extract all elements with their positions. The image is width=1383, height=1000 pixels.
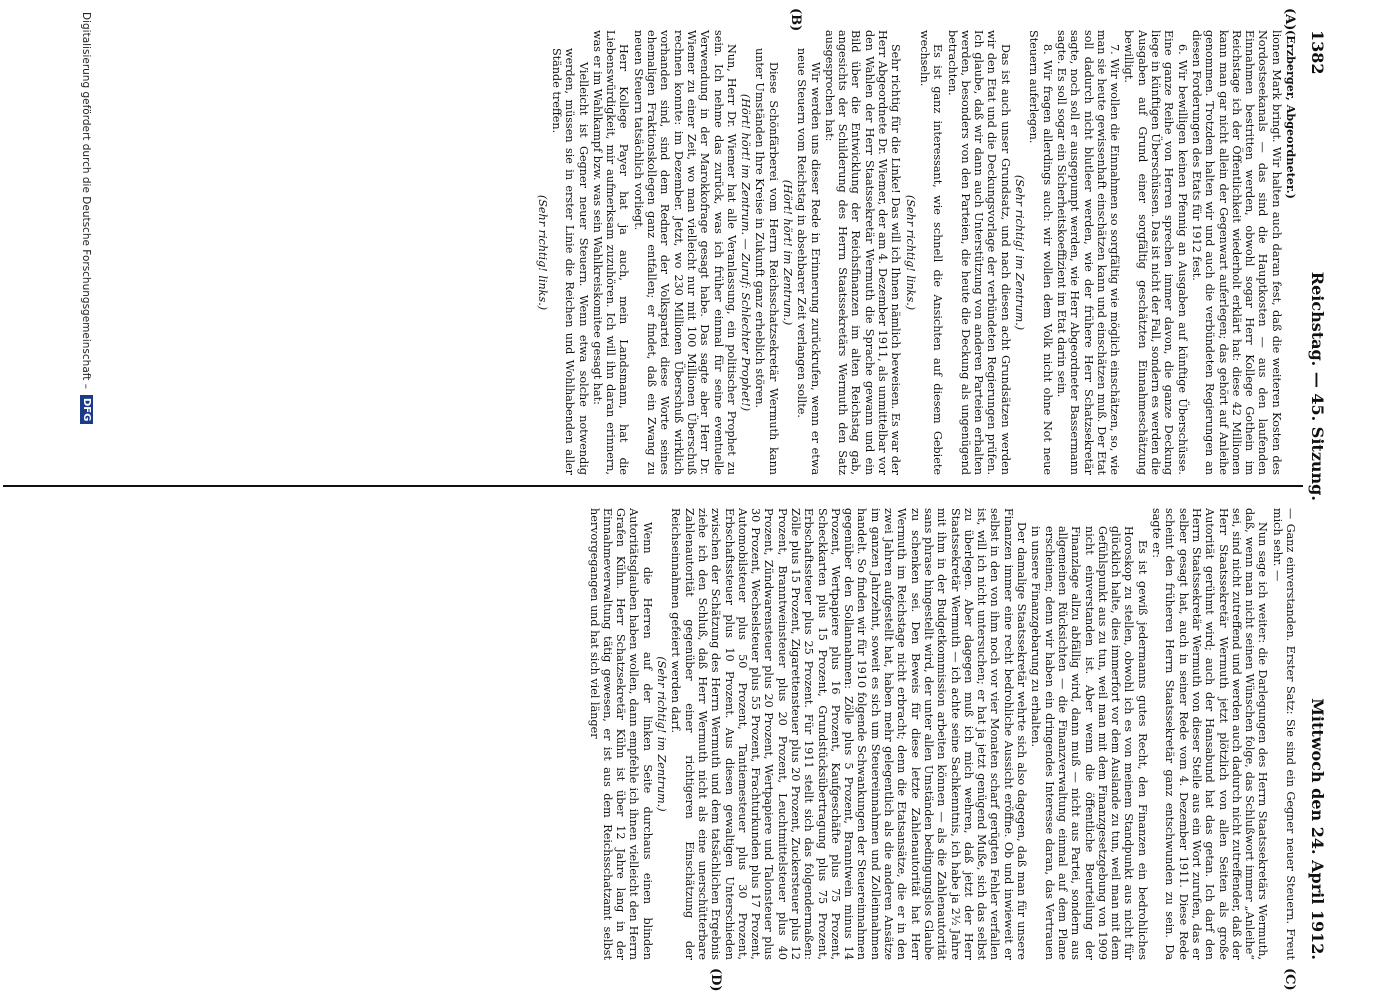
margin-mark-b: (B) — [788, 8, 803, 32]
quotation: Wir werden uns dieser Rede in Erinnerung zurückrufen, wenn er etwa neue Steuern vom Reichstag in absehbarer Zeit verlangen sollte. — [795, 48, 822, 475]
quotation: Vielleicht ist Gegner neuer Steuern. Wenn etwa solche notwendig werden, müssen sie in erster Linie die Reichen und Wohlhabenden aller Stände treffen. — [549, 48, 590, 475]
digitization-footer — [80, 12, 93, 992]
header-title: Reichstag. — 45. Sitzung. — [1308, 271, 1328, 501]
speaker-attribution: (Erzberger, Abgeordneter.) — [1284, 30, 1298, 199]
quotation: Es ist gewiß jedermanns gutes Recht, den Finanzen ein bedrohliches Horoskop zu stellen, obwohl ich es von meinem Standpunkt aus nicht für glücklich halte, dies immerfort vor dem Auslande zu tun, weil man mit dem Gefühlspunkt aus zu tun, weil man mit dem Finanzgesetzgebung von 1909 nicht einverstanden ist. Aber wenn die öffentliche Beurteilung der Finanzlage allzu abfällig wird, dann muß — nicht aus Partei, sondern aus allgemeinen Rücksichten — die Finanzverwaltung einmal auf dem Plane erscheinen; denn wir haben ein dringendes Interesse daran, das Vertrauen in unsere Finanzgebarung zu erhalten. — [1029, 526, 1149, 960]
paragraph: Herr Kollege Payer hat ja auch, mein Landsmann, hat die Liebenswürdigkeit, mir aufmerksam zuzuhören. Ich will ihn daran erinnern, was er im Wahlkampf bzw. was sein Wahlkreiskomitee gesagt hat: — [590, 30, 631, 475]
quotation: Diese Schönfärberei vom Herrn Reichsschatzsekretär Wermuth kann unter Umständen Ihre Kreise in Zukunft ganz erheblich stören. — [753, 48, 780, 475]
interjection: (Hört! hört! im Zentrum.) — [781, 179, 795, 326]
interjection: (Sehr richtig! links.) — [903, 194, 917, 311]
column-divider — [3, 485, 1303, 487]
page-number: 1382 — [1308, 30, 1328, 75]
interjection: (Sehr richtig! im Zentrum.) — [1013, 174, 1027, 331]
paragraph: lionen Mark bringt. Wir halten auch daran fest, daß die weiteren Kosten des Nordostseekanals — das sind die Hauptkosten — aus den laufenden Einnahmen bestritten werden, obwohl sogar Herr Kollege Gothein im Reichstage ich der Öffentlichkeit wiederholt erklärt hat: diese 42 Millionen kann man gar nicht allein der Gegenwart auferlegen; das gehört auf Anleihe genommen. Trotzdem halten wir und auch die verbündeten Regierungen an diesen Forderungen des Etats für 1912 fest. — [1189, 30, 1283, 475]
page-header — [1305, 30, 1331, 960]
paragraph: 6. Wir bewilligen keinen Pfennig an Ausgaben auf künftige Überschüsse. Eine ganze Reihe von Herren sprechen immer davon, die ganze Deckung liege in künftigen Überschüssen. Das ist nicht der Fall, sondern es werden die Ausgaben auf Grund einer sorgfältig geschätzten Einnahmeschätzung bewilligt. — [1122, 30, 1189, 475]
margin-mark-a: (A) — [1282, 8, 1297, 31]
paragraph: Wenn die Herren auf der linken Seite durchaus einen blinden Autoritätsglauben haben wollen, dann empfehle ich ihnen vielleicht den Herrn Grafen Kühn. Herr Schatzsekretär Kühn ist über 12 Jahre lang in der Einnahmeverwaltung tätig gewesen, er ist aus dem Reichsschatzamt selbst hervorgegangen und hat sich viel länger — [587, 508, 654, 960]
paragraph: — Ganz einverstanden. Erster Satz: Sie sind ein Gegner neuer Steuern. Freut mich sehr. — — [1270, 508, 1297, 960]
paragraph: 7. Wir wollen die Einnahmen so sorgfältig wie möglich einschätzen, so, wie man sie heute gewissenhaft einschätzen kann und einschätzen muß. Der Etat soll dadurch nicht blutleer werden, wie der frühere Herr Schatzsekretär sagte, noch soll er ausgepumpt werden, wie Herr Abgeordneter Bassermann sagte. Es soll sogar ein Sicherheitskoeffizient im Etat darin sein. — [1054, 30, 1122, 475]
paragraph: Es ist ganz interessant, wie schnell die Ansichten auf diesem Gebiete wechseln. — [917, 30, 945, 475]
paragraph: Nun sage ich weiter: die Darlegungen des Herrn Staatssekretärs Wermuth, daß, wenn man nicht seinen Wünschen folge, das Schlußwort immer „Anleihe“ sei, sind nicht zutreffend und werden auch dadurch nicht zutreffender, daß der Herr Staatssekretär Wermuth jetzt plötzlich von allen Seiten als große Autorität gerühmt wird; auch der Hansabund hat das getan. Ich darf den Herrn Staatssekretär Wermuth von dieser Stelle aus ein Wort zurufen, das er selber gesagt hat, auch in seiner Rede vom 4. Dezember 1911. Diese Rede scheint den früheren Herrn Staatssekretär ganz entschwunden zu sein. Da sagte er: — [1150, 508, 1270, 960]
paragraph: Der damalige Staatssekretär wehrte sich also dagegen, daß man für unsere Finanzen immer eine recht bedrohliche Aussicht eröffne. Ob und inwieweit er selbst in den von ihm noch vor vier Monaten scharf gerügten Fehler verfallen ist, will ich nicht untersuchen; er hat ja jetzt genügend Muße, sich das selbst zu überlegen. Aber dagegen muß ich mich wehren, daß jetzt der Herr Staatssekretär Wermuth — ich achte seine Sachkenntnis, ich habe ja 2½ Jahre mit ihm in der Budgetkommission arbeiten können — als die Zahlenautorität sans phrase hingestellt wird, der unter allen Umständen bedingungslos Glaube zu schenken sei. Den Beweis für diese letzte Zahlenautorität hat Herr Wermuth im Reichstage nicht erbracht; denn die Etatsansätze, die er in den zwei Jahren aufgestellt hat, haben mehr gelegentlich als die anderen Ansätze im ganzen Jahrzehnt, soweit es sich um Steuereinnahmen und Zolleinnahmen handelt. So finden wir für 1910 folgende Schwankungen der Steuereinnahmen gegenüber den Sollannahmen: Zölle plus 5 Prozent, Branntwein minus 14 Prozent, Wertpapiere plus 16 Prozent, Kaufgeschäfte plus 75 Prozent, Scheckkarten plus 15 Prozent, Grundstücksübertragung plus 75 Prozent, Erbschaftssteuer plus 25 Prozent. Für 1911 stellt sich das folgendermaßen: Zölle plus 15 Prozent, Zigarettensteuer plus 20 Prozent, Zuckersteuer plus 12 Prozent, Branntweinsteuer plus 20 Prozent, Leuchtmittelsteuer plus 40 Prozent, Zündwarensteuer plus 20 Prozent, Wertpapiere und Talonsteuer plus 30 Prozent, Wechselsteuer plus 55 Prozent, Frachturkunden plus 17 Prozent, Automobilsteuer plus 50 Prozent, Tantiemesteuer plus 30 Prozent, Erbschaftssteuer plus 10 Prozent. Aus diesen gewaltigen Unterschieden zwischen der Schätzung des Herrn Wermuth und dem tatsächlichen Ergebnis ziehe ich den Schluß, daß Herr Wermuth nicht als eine unerschütterbare Zahlenautorität gegenüber einer richtigeren Einschätzung der Reichseinnahmen gefeiert werden darf. — [669, 508, 1029, 960]
paragraph: Das ist auch unser Grundsatz, und nach diesen acht Grundsätzen werden wir den Etat und die Deckungsvorlage der verbündeten Regierungen prüfen. Ich glaube, daß wir dann auch Unterstützung von anderen Parteien erhalten werden, besonders von den Parteien, die heute die Deckung als ungenügend betrachten. — [945, 30, 1012, 475]
interjection: (Sehr richtig! im Zentrum.) — [655, 656, 669, 812]
footer-text: Digitalisierung gefördert durch die Deutsche Forschungsgemeinschaft – — [80, 12, 93, 389]
header-date: Mittwoch den 24. April 1912. — [1308, 698, 1328, 960]
paragraph: 8. Wir fragen allerdings auch: wir wollen dem Volk nicht ohne Not neue Steuern auferlegen. — [1027, 30, 1054, 475]
right-column — [586, 508, 1297, 960]
paragraph: Sehr richtig für die Linke! Das will ich Ihnen nämlich beweisen. Es war der Herr Abgeordnete Dr. Wiemer, der am 4. Dezember 1911, als unmittelbar vor den Wahlen der Herr Staatssekretär Wermuth die Sprache gewann und ein Bild über die Entwicklung der Reichsfinanzen im alten Reichstag gab, angesichts der Schilderung des Herrn Staatssekretärs Wermuth den Satz ausgesprochen hat: — [822, 30, 903, 475]
interjection: (Sehr richtig! links.) — [535, 194, 549, 311]
margin-mark-c: (C) — [1282, 968, 1297, 991]
margin-mark-d: (D) — [708, 968, 723, 992]
interjection: (Hört! hört! im Zentrum. — Zuruf: Schlechter Prophet!) — [739, 93, 753, 412]
left-column — [534, 30, 1297, 475]
paragraph: Nun, Herr Dr. Wiemer hat alle Veranlassung, ein politischer Prophet zu sein. Ich nehme das zurück, was ich früher einmal für seine eventuelle Verwendung in der Marokkofrage gesagt habe. Das sagte aber Herr Dr. Wiemer zu einer Zeit, wo man vielleicht nur mit 100 Millionen Überschuß rechnen konnte: im Dezember. Jetzt, wo 230 Millionen Überschuß wirklich vorhanden sind, sind dem Redner der Volkspartei diese Worte seines ehemaligen Fraktionskollegen ganz entfallen; er findet, daß ein Zwang zu neuen Steuern tatsächlich vorliegt. — [631, 30, 738, 475]
dfg-logo: DFG — [80, 395, 93, 424]
